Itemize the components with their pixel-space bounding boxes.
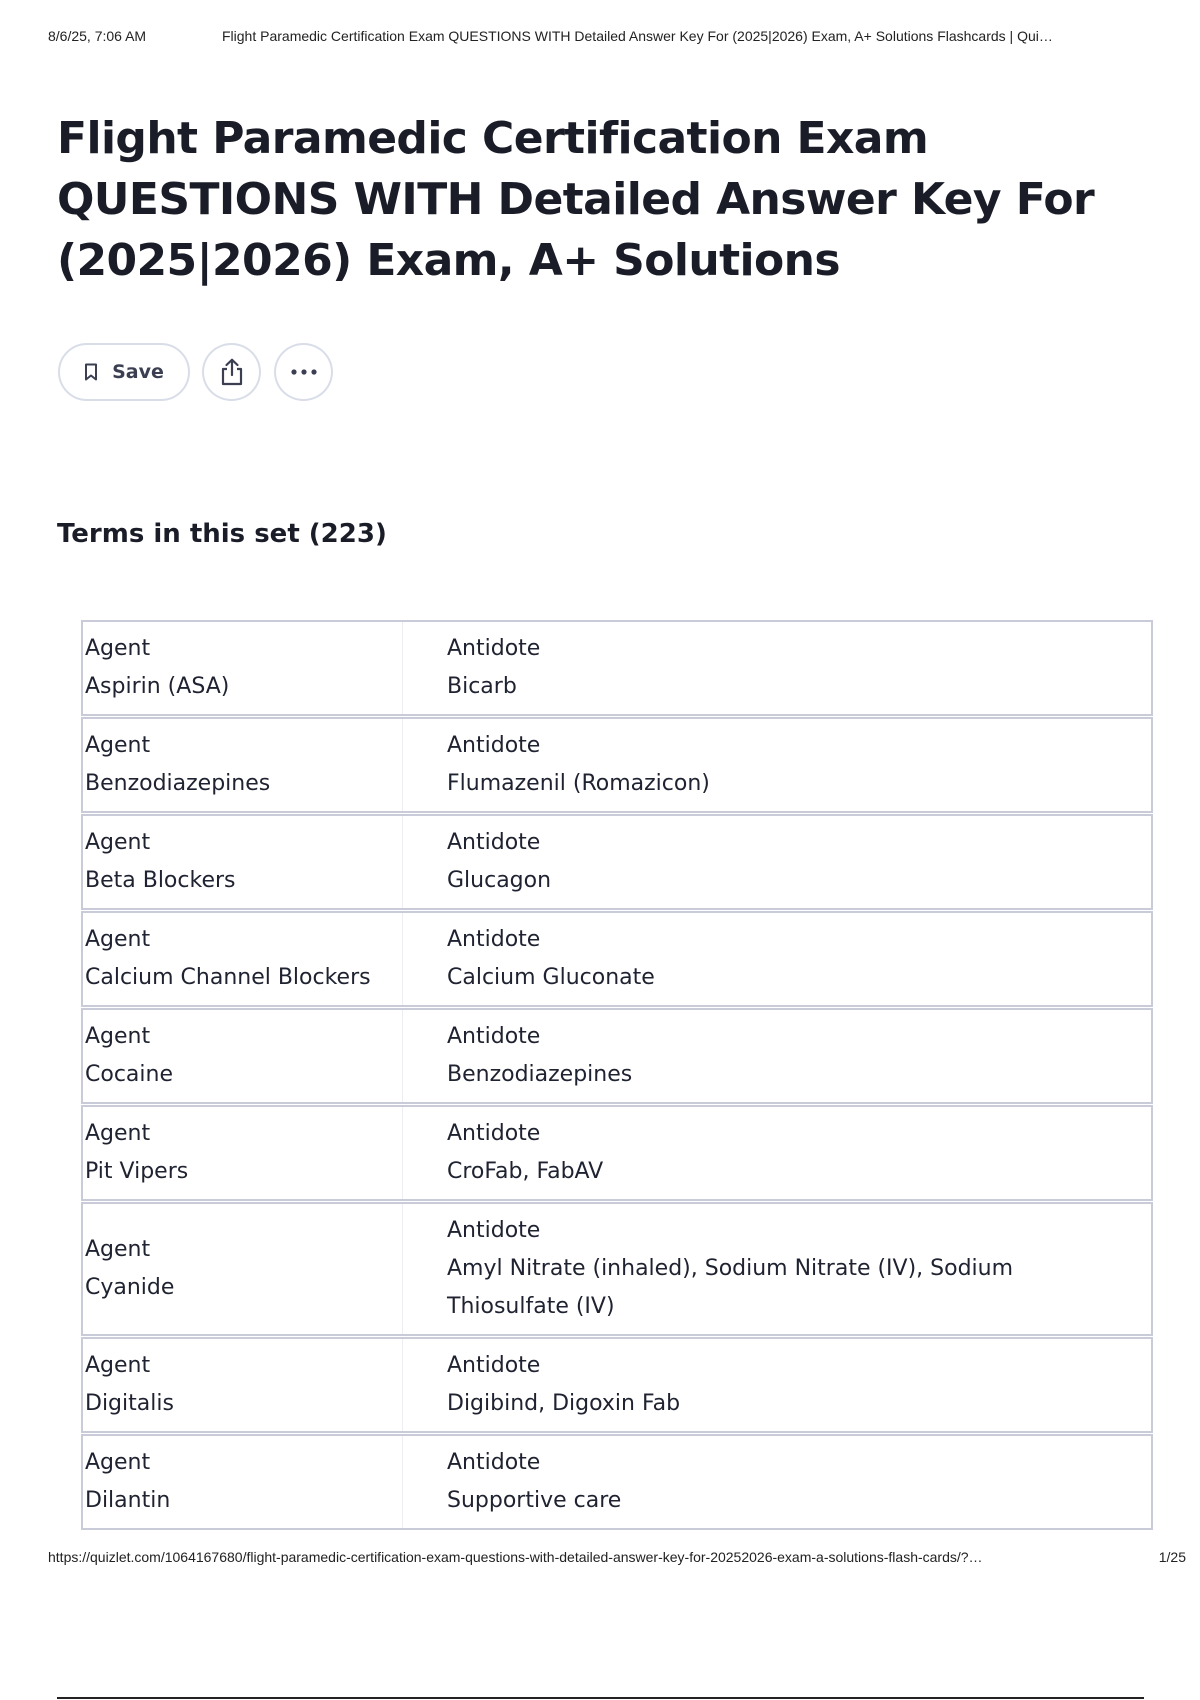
page-title: Flight Paramedic Certification Exam QUESTIONS WITH Detailed Answer Key For (2025|2026) Exam, A+ Solutions <box>57 113 1095 286</box>
term-row <box>81 1337 1153 1433</box>
term-row <box>81 1202 1153 1336</box>
definition-label: Antidote <box>447 1121 541 1146</box>
term-text: Dilantin <box>85 1488 171 1513</box>
term-label: Agent <box>85 1121 151 1146</box>
more-options-icon <box>290 368 318 376</box>
term-side <box>83 1204 403 1334</box>
term-row <box>81 1008 1153 1104</box>
term-text: Cocaine <box>85 1062 173 1087</box>
definition-text: Supportive care <box>447 1488 622 1513</box>
definition-label: Antidote <box>447 1450 541 1475</box>
term-row <box>81 1434 1153 1530</box>
definition-side <box>403 921 1047 997</box>
definition-label: Antidote <box>447 927 541 952</box>
term-text: Cyanide <box>85 1275 175 1300</box>
definition-text: CroFab, FabAV <box>447 1159 604 1184</box>
term-side <box>83 719 403 811</box>
term-label: Agent <box>85 927 151 952</box>
term-side <box>83 1339 403 1431</box>
term-row <box>81 717 1153 813</box>
term-text: Aspirin (ASA) <box>85 674 230 699</box>
term-side <box>83 913 403 1005</box>
term-label: Agent <box>85 733 151 758</box>
term-text: Benzodiazepines <box>85 771 271 796</box>
term-side <box>83 1107 403 1199</box>
definition-side <box>403 1444 1047 1520</box>
definition-side <box>403 824 1047 900</box>
term-text: Digitalis <box>85 1391 174 1416</box>
term-label: Agent <box>85 1353 151 1378</box>
save-button-label: Save <box>112 361 164 383</box>
definition-side <box>403 630 1047 706</box>
definition-side <box>403 1115 1047 1191</box>
term-side <box>83 1010 403 1102</box>
term-text: Beta Blockers <box>85 868 236 893</box>
definition-text: Amyl Nitrate (inhaled), Sodium Nitrate (IV), Sodium Thiosulfate (IV) <box>447 1256 1014 1319</box>
term-row <box>81 814 1153 910</box>
save-button[interactable] <box>58 343 190 401</box>
definition-side <box>403 1212 1047 1326</box>
term-label: Agent <box>85 830 151 855</box>
definition-text: Bicarb <box>447 674 517 699</box>
definition-label: Antidote <box>447 1218 541 1243</box>
definition-text: Benzodiazepines <box>447 1062 633 1087</box>
definition-label: Antidote <box>447 733 541 758</box>
definition-text: Calcium Gluconate <box>447 965 655 990</box>
term-label: Agent <box>85 1450 151 1475</box>
term-label: Agent <box>85 1237 151 1262</box>
term-row <box>81 911 1153 1007</box>
terms-heading: Terms in this set (223) <box>57 519 387 549</box>
definition-side <box>403 727 1047 803</box>
term-side <box>83 1436 403 1528</box>
definition-label: Antidote <box>447 1024 541 1049</box>
definition-label: Antidote <box>447 636 541 661</box>
more-options-button[interactable] <box>274 343 333 401</box>
term-row <box>81 620 1153 716</box>
share-icon <box>219 358 245 386</box>
term-label: Agent <box>85 636 151 661</box>
definition-text: Glucagon <box>447 868 552 893</box>
definition-label: Antidote <box>447 830 541 855</box>
term-row <box>81 1105 1153 1201</box>
print-datetime: 8/6/25, 7:06 AM <box>48 28 147 44</box>
term-text: Calcium Channel Blockers <box>85 965 371 990</box>
definition-text: Flumazenil (Romazicon) <box>447 771 710 796</box>
print-page-number: 1/25 <box>1158 1549 1186 1565</box>
print-doc-title: Flight Paramedic Certification Exam QUESTIONS WITH Detailed Answer Key For (2025|2026) Exam, A+ Solutions Flashcards | Qui… <box>222 28 1053 44</box>
definition-side <box>403 1018 1047 1094</box>
term-side <box>83 622 403 714</box>
print-url: https://quizlet.com/1064167680/flight-paramedic-certification-exam-questions-with-detailed-answer-key-for-20252026-exam-a-solutions-flash-cards/?… <box>48 1549 983 1565</box>
term-label: Agent <box>85 1024 151 1049</box>
term-side <box>83 816 403 908</box>
terms-list <box>81 620 1153 1530</box>
bookmark-icon <box>84 363 98 381</box>
divider <box>57 1697 1144 1699</box>
term-text: Pit Vipers <box>85 1159 189 1184</box>
definition-label: Antidote <box>447 1353 541 1378</box>
definition-text: Digibind, Digoxin Fab <box>447 1391 681 1416</box>
share-button[interactable] <box>202 343 261 401</box>
definition-side <box>403 1347 1047 1423</box>
